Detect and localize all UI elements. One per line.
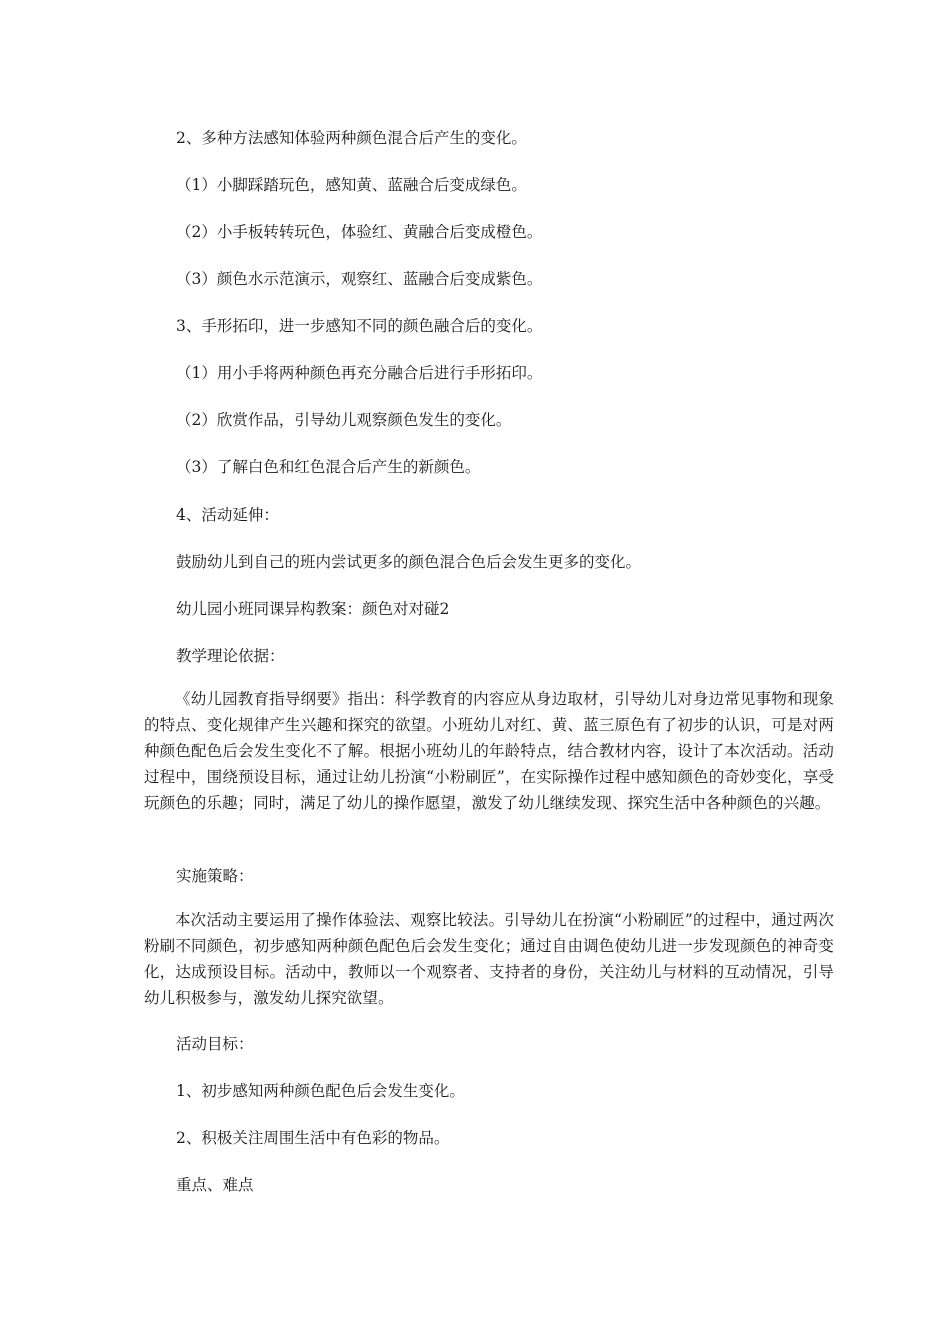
- step-2-item-2: （2）小手板转转玩色，体验红、黄融合后变成橙色。: [176, 223, 543, 241]
- goals-heading: 活动目标：: [176, 1035, 254, 1053]
- goal-2: 2、积极关注周围生活中有色彩的物品。: [176, 1129, 450, 1147]
- theory-paragraph: 《幼儿园教育指导纲要》指出：科学教育的内容应从身边取材，引导幼儿对身边常见事物和现象的特点、变化规律产生兴趣和探究的欲望。小班幼儿对红、黄、蓝三原色有了初步的认识，可是对两种颜色配色后会发生变化不了解。根据小班幼儿的年龄特点，结合教材内容，设计了本次活动。活动过程中，围绕预设目标，通过让幼儿扮演“小粉刷匠”，在实际操作过程中感知颜色的奇妙变化，享受玩颜色的乐趣；同时，满足了幼儿的操作愿望，激发了幼儿继续发现、探究生活中各种颜色的兴趣。: [144, 690, 834, 812]
- key-points-heading: 重点、难点: [176, 1176, 254, 1194]
- step-3-heading: 3、手形拓印，进一步感知不同的颜色融合后的变化。: [176, 317, 543, 335]
- step-2-item-3: （3）颜色水示范演示，观察红、蓝融合后变成紫色。: [176, 270, 543, 288]
- strategy-paragraph: 本次活动主要运用了操作体验法、观察比较法。引导幼儿在扮演“小粉刷匠”的过程中，通过两次粉刷不同颜色，初步感知两种颜色配色后会发生变化；通过自由调色使幼儿进一步发现颜色的神奇变化，达成预设目标。活动中，教师以一个观察者、支持者的身份，关注幼儿与材料的互动情况，引导幼儿积极参与，激发幼儿探究欲望。: [144, 911, 834, 1007]
- step-2-heading: 2、多种方法感知体验两种颜色混合后产生的变化。: [176, 129, 527, 147]
- step-3-item-1: （1）用小手将两种颜色再充分融合后进行手形拓印。: [176, 364, 543, 382]
- step-2-item-1: （1）小脚踩踏玩色，感知黄、蓝融合后变成绿色。: [176, 176, 527, 194]
- step-4-heading: 4、活动延伸：: [176, 506, 279, 524]
- lesson-title: 幼儿园小班同课异构教案：颜色对对碰2: [176, 600, 450, 618]
- step-3-item-3: （3）了解白色和红色混合后产生的新颜色。: [176, 458, 481, 476]
- goal-1: 1、初步感知两种颜色配色后会发生变化。: [176, 1082, 465, 1100]
- theory-heading: 教学理论依据：: [176, 647, 285, 665]
- step-4-text: 鼓励幼儿到自己的班内尝试更多的颜色混合色后会发生更多的变化。: [176, 553, 642, 571]
- strategy-heading: 实施策略：: [176, 867, 254, 885]
- step-3-item-2: （2）欣赏作品，引导幼儿观察颜色发生的变化。: [176, 411, 512, 429]
